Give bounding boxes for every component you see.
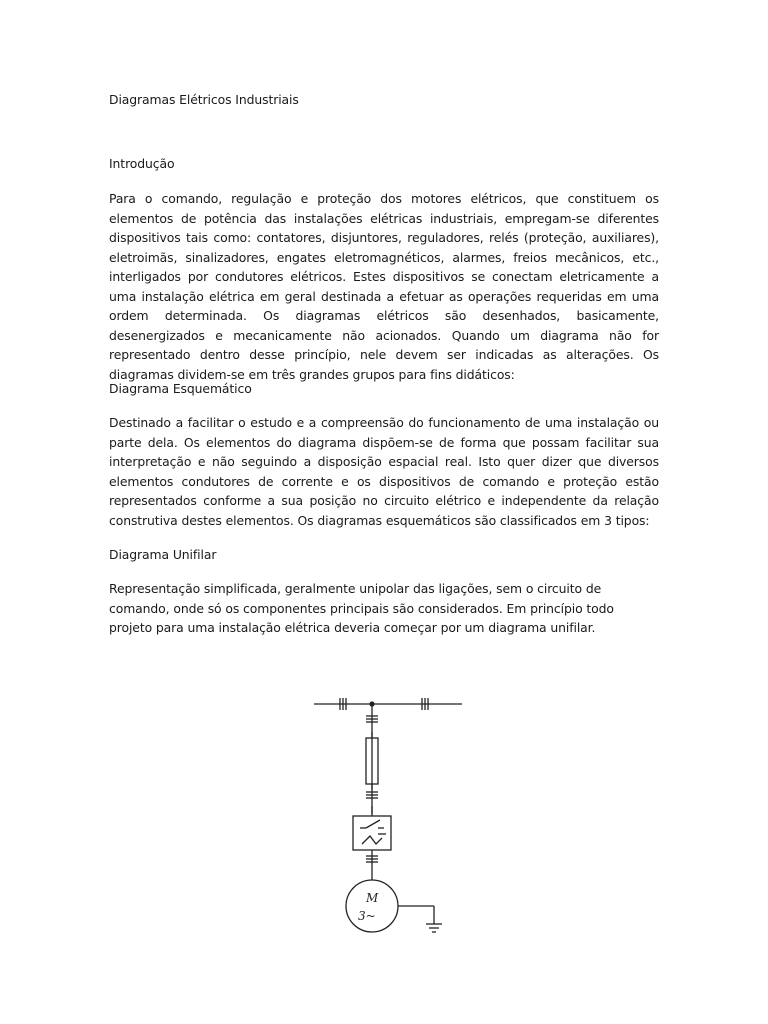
- heading-diagrama-unifilar: Diagrama Unifilar: [109, 547, 217, 562]
- feeder-line: [366, 704, 378, 728]
- heading-introducao: Introdução: [109, 156, 175, 171]
- paragraph-diagrama-esquematico: Destinado a facilitar o estudo e a compreensão do funcionamento de uma instalação ou parte dela. Os elementos do diagrama dispõem-se de forma que possam facilitar sua interpretação e não seguindo a disposição espacial real. Isto quer dizer que diversos elementos condutores de corrente e os dispositivos de comando e proteção estão representados conforme a sua posição no circuito elétrico e independente da relação construtiva destes elementos. Os diagramas esquemáticos são classificados em 3 tipos:: [109, 415, 659, 528]
- paragraph-introducao: Para o comando, regulação e proteção dos motores elétricos, que constituem os elementos de potência das instalações elétricas industriais, empregam-se diferentes dispositivos tais como: contatores, disjuntores, reguladores, relés (proteção, auxiliares), eletroimãs, sinalizadores, engates eletromagnéticos, alarmes, freios mecânicos, etc., interligados por condutores elétricos. Estes dispositivos se conectam eletricamente a uma instalação elétrica em geral destinada a efetuar as operações requeridas em uma ordem determinada. Os diagramas elétricos são desenhados, basicamente, desenergizados e mecanicamente não acionados. Quando um diagrama não for representado dentro desse princípio, nele devem ser indicadas as alterações. Os diagramas dividem-se em três grandes grupos para fins didáticos:: [109, 191, 659, 382]
- motor-label-3phase: 3~: [358, 909, 376, 923]
- motor-label-m: M: [366, 891, 379, 905]
- motor-symbol: [346, 880, 398, 932]
- bus-bar: [314, 698, 462, 710]
- document-title: Diagramas Elétricos Industriais: [109, 92, 299, 107]
- ground-icon: [398, 906, 442, 932]
- paragraph-diagrama-unifilar: Representação simplificada, geralmente unipolar das ligações, sem o circuito de comando, onde só os componentes principais são considerados. Em princípio todo projeto para uma instalação elétrica deveria começar por um diagrama unifilar.: [109, 581, 614, 635]
- contactor-relay-box: [353, 806, 391, 850]
- fuse-symbol: [366, 728, 378, 814]
- heading-diagrama-esquematico: Diagrama Esquemático: [109, 381, 252, 396]
- motor-lead: [366, 850, 378, 880]
- single-line-diagram-figure: [300, 680, 470, 950]
